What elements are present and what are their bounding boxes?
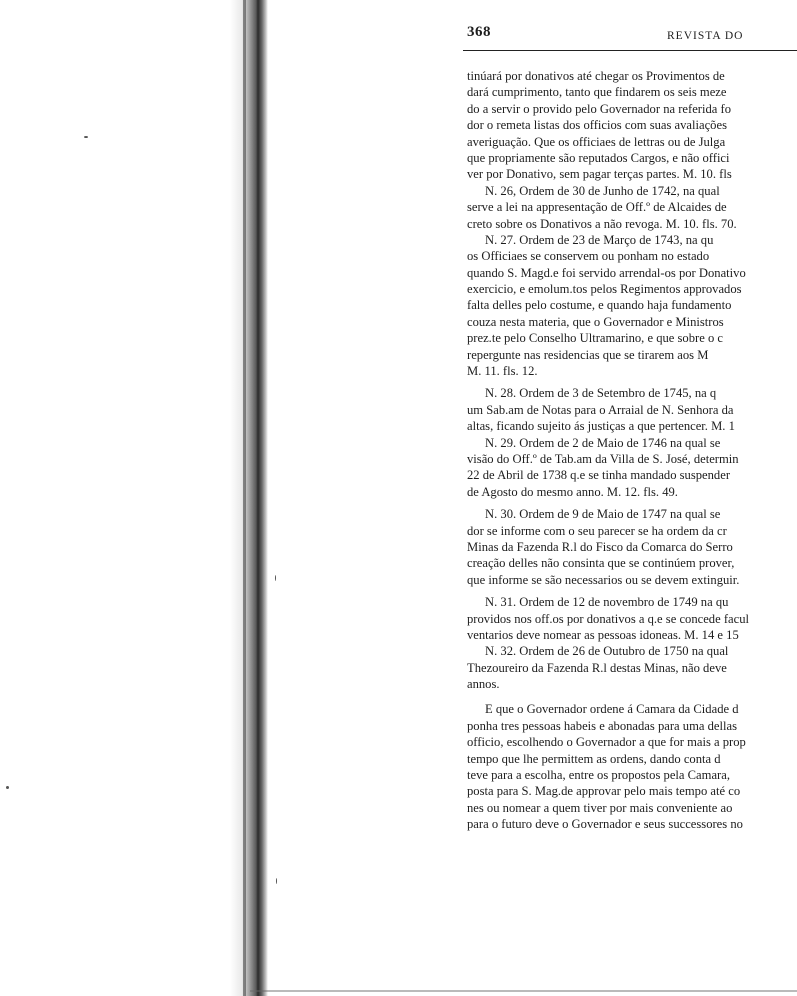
text-line: dor se informe com o seu parecer se ha ordem da cr (467, 523, 727, 538)
text-line: posta para S. Mag.de approvar pelo mais tempo até co (467, 784, 741, 799)
running-head: REVISTA DO (667, 30, 744, 42)
text-line: ponha tres pessoas habeis e abonadas para uma dellas (467, 718, 737, 733)
text-line: creto sobre os Donativos a não revoga. M. 10. fls. 70. (467, 216, 737, 231)
body-text (467, 68, 797, 833)
text-line: N. 31. Ordem de 12 de novembro de 1749 na qu (485, 595, 729, 610)
paper-speck (275, 575, 276, 581)
page-bottom-edge (250, 990, 797, 992)
book-page (455, 18, 797, 978)
text-line: averiguação. Que os officiaes de lettras ou de Julga (467, 134, 726, 149)
text-line: repergunte nas residencias que se tirarem aos M (467, 347, 709, 362)
text-line: E que o Governador ordene á Camara da Cidade d (485, 702, 739, 717)
text-line: teve para a escolha, entre os propostos pela Camara, (467, 768, 730, 783)
text-line: do a servir o provido pelo Governador na referida fo (467, 101, 732, 116)
text-line: couza nesta materia, que o Governador e Ministros (467, 314, 724, 329)
text-line: nes ou nomear a quem tiver por mais conveniente ao (467, 800, 733, 815)
header-rule (463, 50, 797, 51)
text-line: ventarios deve nomear as pessoas idoneas. M. 14 e 15 (467, 627, 739, 642)
text-line: um Sab.am de Notas para o Arraial de N. Senhora da (467, 402, 734, 417)
page-number: 368 (467, 24, 491, 40)
paper-speck (276, 878, 277, 884)
text-line: M. 11. fls. 12. (467, 364, 538, 379)
text-line: que informe se são necessarios ou se devem extinguir. (467, 572, 740, 587)
text-line: os Officiaes se conservem ou ponham no estado (467, 249, 710, 264)
text-line: Thezoureiro da Fazenda R.l destas Minas, não deve (467, 660, 727, 675)
text-line: N. 27. Ordem de 23 de Março de 1743, na qu (485, 232, 714, 247)
text-line: que propriamente são reputados Cargos, e não offici (467, 150, 730, 165)
text-line: creação delles não consinta que se continúem prover, (467, 556, 735, 571)
text-line: dará cumprimento, tanto que findarem os seis meze (467, 85, 727, 100)
paper-speck (6, 786, 9, 789)
text-line: tinúará por donativos até chegar os Provimentos de (467, 69, 725, 83)
text-line: de Agosto do mesmo anno. M. 12. fls. 49. (467, 484, 678, 499)
text-line: N. 32. Ordem de 26 de Outubro de 1750 na qual (485, 644, 729, 659)
text-line: falta delles pelo costume, e quando haja fundamento (467, 298, 732, 313)
text-line: N. 29. Ordem de 2 de Maio de 1746 na qual se (485, 435, 721, 450)
text-line: N. 26, Ordem de 30 de Junho de 1742, na qual (485, 183, 720, 198)
book-spine (243, 0, 246, 996)
text-line: serve a lei na appresentação de Off.º de Alcaides de (467, 200, 727, 215)
text-line: N. 30. Ordem de 9 de Maio de 1747 na qual se (485, 507, 721, 522)
text-line: altas, ficando sujeito ás justiças a que pertencer. M. 1 (467, 419, 735, 434)
text-line: dor o remeta listas dos officios com suas avaliações (467, 118, 727, 133)
text-line: 22 de Abril de 1738 q.e se tinha mandado suspender (467, 468, 731, 483)
page-header (455, 18, 797, 48)
text-line: annos. (467, 677, 500, 692)
text-line: providos nos off.os por donativos a q.e se concede facul (467, 611, 750, 626)
book-gutter-shadow (0, 0, 268, 996)
text-line: officio, escolhendo o Governador a que for mais a prop (467, 735, 746, 750)
text-line: N. 28. Ordem de 3 de Setembro de 1745, na q (485, 386, 717, 401)
text-line: visão do Off.º de Tab.am da Villa de S. José, determin (467, 451, 739, 466)
text-line: quando S. Magd.e foi servido arrendal-os por Donativo (467, 265, 746, 280)
text-line: para o futuro deve o Governador e seus successores no (467, 817, 743, 832)
text-line: ver por Donativo, sem pagar terças partes. M. 10. fls (467, 167, 732, 182)
text-line: prez.te pelo Conselho Ultramarino, e que sobre o c (467, 331, 723, 346)
paper-speck (84, 136, 88, 138)
text-line: tempo que lhe permittem as ordens, dando conta d (467, 751, 721, 766)
text-line: Minas da Fazenda R.l do Fisco da Comarca do Serro (467, 539, 733, 554)
text-line: exercicio, e emolum.tos pelos Regimentos approvados (467, 282, 742, 297)
